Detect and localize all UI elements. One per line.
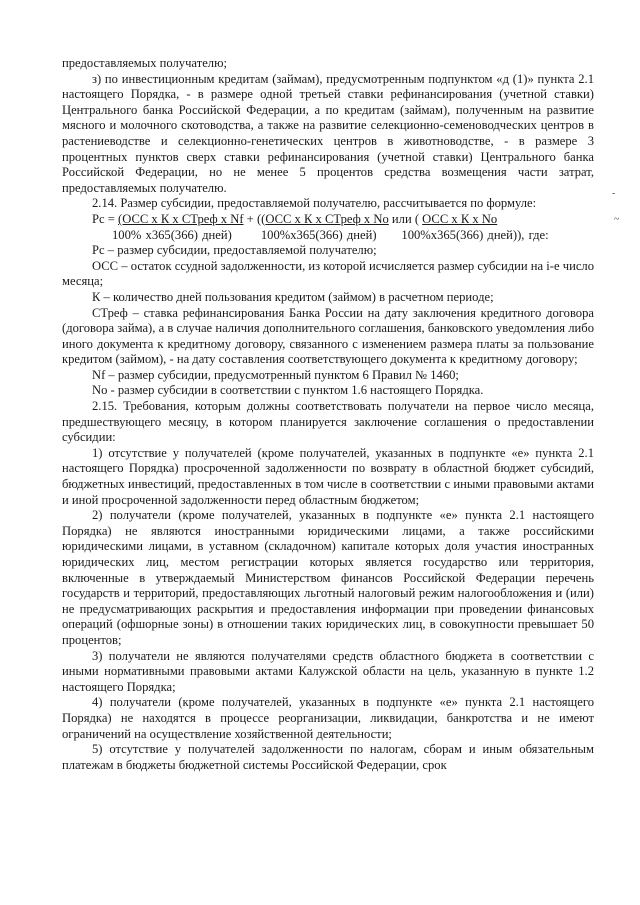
formula-term-1: (ОСС х К х СТреф х Nf [118,211,244,226]
formula-term-3: ОСС х К х No [422,211,498,226]
paragraph: Рс – размер субсидии, предоставляемой получателю; [92,243,377,258]
formula-open: (( [256,211,266,226]
paragraph: 2.14. Размер субсидии, предоставляемой получателю, рассчитывается по формуле: [92,196,537,211]
scan-artifact: - [612,188,615,199]
formula-term-2: ОСС х К х СТреф х No [265,211,389,226]
paragraph: з) по инвестиционным кредитам (займам), предусмотренным подпунктом «д (1)» пункта 2.1 настоящего Порядка, - в размере одной третьей ставки рефинансирования (учетной ставки) Центрального банка Российской Федерации, а по кредитам (займам), полученным на развитие мясного и молочного скотоводства, а также на развитие селекционно-семеноводческих центров в растениеводстве и селекционно-генетических центров в животноводстве, - в размере 3 процентных пунктов сверх ставки рефинансирования (учетной ставки) Центрального банка Российской Федерации, но не менее 5 процентов средства возмещения части затрат, предоставляемых получателю. [62,71,594,195]
formula-plus: + [243,211,257,226]
paragraph: Nf – размер субсидии, предусмотренный пунктом 6 Правил № 1460; [92,367,459,382]
formula-or: или ( [388,211,423,226]
paragraph: 5) отсутствие у получателей задолженности по налогам, сборам и иным обязательным платежам в бюджеты бюджетной системы Российской Федерации, срок [62,742,594,772]
formula-denominators: 100% х365(366) дней) 100%х365(366) дней) 100%х365(366) дней)), где: [112,227,549,242]
scan-artifact: ~ [614,214,619,225]
paragraph: 3) получатели не являются получателями средств областного бюджета в соответствии с иными нормативными правовыми актами Калужской области на цель, указанную в пункте 1.2 настоящего Порядка; [62,648,594,694]
paragraph: СТреф – ставка рефинансирования Банка России на дату заключения кредитного договора (договора займа), а в случае наличия дополнительного соглашения, банковского уведомления либо иного документа к кредитному договору, связанного с изменением размера платы за пользование кредитом (займом), - на дату составления соответствующего документа к кредитному договору; [62,305,594,367]
paragraph: 1) отсутствие у получателей (кроме получателей, указанных в подпункте «е» пункта 2.1 настоящего Порядка) просроченной задолженности по возврату в областной бюджет субсидий, бюджетных инвестиций, предоставленных в том числе в соответствии с иными правовыми актами и иной просроченной задолженности перед областным бюджетом; [62,445,594,507]
paragraph: предоставляемых получателю; [62,56,227,70]
paragraph: 2) получатели (кроме получателей, указанных в подпункте «е» пункта 2.1 настоящего Порядка) не являются иностранными юридическими лицами, а также российскими юридическими лицами, в уставном (складочном) капитале которых доля участия иностранных юридических лиц, местом регистрации которых является государство или территория, включенные в утверждаемый Министерством финансов Российской Федерации перечень государств и территорий, предоставляющих льготный налоговый режим налогообложения и (или) не предусматривающих раскрытия и предоставления информации при проведении финансовых операций (офшорные зоны) в отношении таких юридических лиц, в совокупности превышает 50 процентов; [62,508,594,647]
paragraph: No - размер субсидии в соответствии с пунктом 1.6 настоящего Порядка. [92,383,484,398]
paragraph: 4) получатели (кроме получателей, указанных в подпункте «е» пункта 2.1 настоящего Порядка) не находятся в процессе реорганизации, ликвидации, банкротства и не имеют ограничений на осуществление хозяйственной деятельности; [62,695,594,741]
paragraph: 2.15. Требования, которым должны соответствовать получатели на первое число месяца, предшествующего месяцу, в котором планируется заключение соглашения о предоставлении субсидии: [62,399,594,445]
formula-numerators [62,212,594,228]
formula-prefix: Рс = [92,211,118,226]
paragraph: К – количество дней пользования кредитом (займом) в расчетном периоде; [92,289,494,304]
subsidy-formula [62,212,594,243]
paragraph: ОСС – остаток ссудной задолженности, из которой исчисляется размер субсидии на i-е число месяца; [62,258,594,289]
